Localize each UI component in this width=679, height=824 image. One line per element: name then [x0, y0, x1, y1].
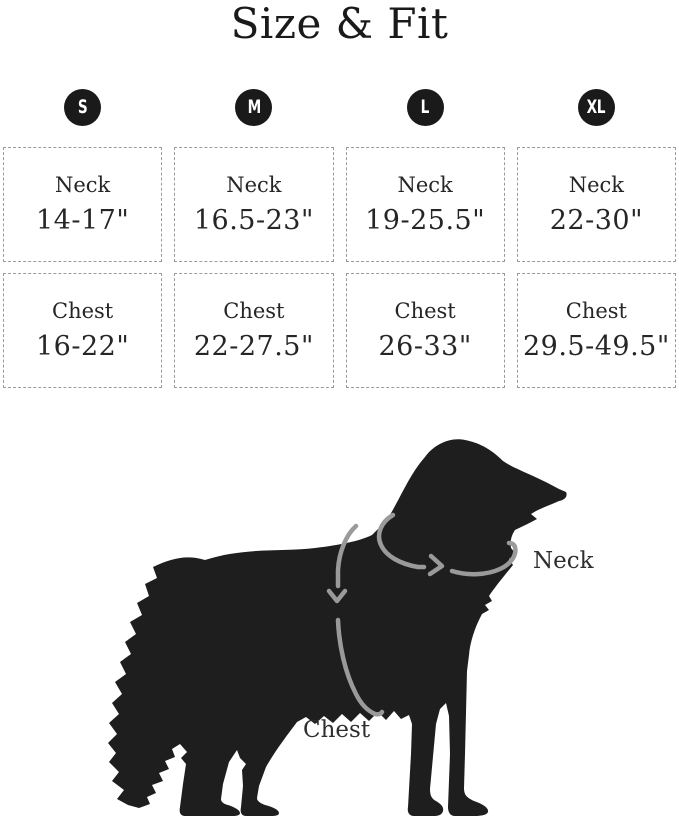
- measure-value: 22-30": [549, 205, 643, 236]
- size-badge-m: [235, 89, 272, 126]
- measure-label: Chest: [565, 299, 627, 323]
- measure-value: 22-27.5": [193, 331, 314, 362]
- size-table: [3, 147, 676, 388]
- measure-label: Chest: [394, 299, 456, 323]
- measure-label: Chest: [223, 299, 285, 323]
- cell-m-chest: [174, 273, 333, 388]
- measure-value: 29.5-49.5": [522, 331, 670, 362]
- cell-s-chest: [3, 273, 162, 388]
- size-badge-l: [407, 89, 444, 126]
- size-badge-s: [64, 89, 101, 126]
- chest-diagram-label: Chest: [303, 717, 371, 743]
- cell-m-neck: [174, 147, 333, 262]
- measure-label: Neck: [54, 173, 111, 197]
- cell-l-neck: [346, 147, 505, 262]
- size-badge-row: [3, 89, 676, 126]
- cell-s-neck: [3, 147, 162, 262]
- measure-label: Neck: [226, 173, 282, 197]
- page-title: Size & Fit: [230, 0, 449, 48]
- measure-value: 26-33": [378, 331, 472, 362]
- cell-xl-chest: [517, 273, 676, 388]
- cell-l-chest: [346, 273, 505, 388]
- measure-label: Neck: [568, 173, 625, 197]
- measure-value: 19-25.5": [365, 205, 486, 236]
- size-badge-m-label: M: [247, 96, 261, 118]
- size-badge-s-label: S: [77, 96, 88, 118]
- measure-value: 16.5-23": [193, 205, 314, 236]
- measure-value: 16-22": [35, 331, 130, 362]
- neck-diagram-label: Neck: [533, 548, 594, 574]
- dog-measurement-diagram: [0, 424, 679, 824]
- measure-label: Neck: [397, 173, 453, 197]
- measure-value: 14-17": [35, 205, 130, 236]
- dog-silhouette-graphic: [0, 424, 679, 824]
- measure-label: Chest: [52, 299, 114, 323]
- cell-xl-neck: [517, 147, 676, 262]
- size-badge-xl-label: XL: [587, 96, 606, 118]
- size-badge-l-label: L: [420, 96, 430, 118]
- size-badge-xl: [578, 89, 615, 126]
